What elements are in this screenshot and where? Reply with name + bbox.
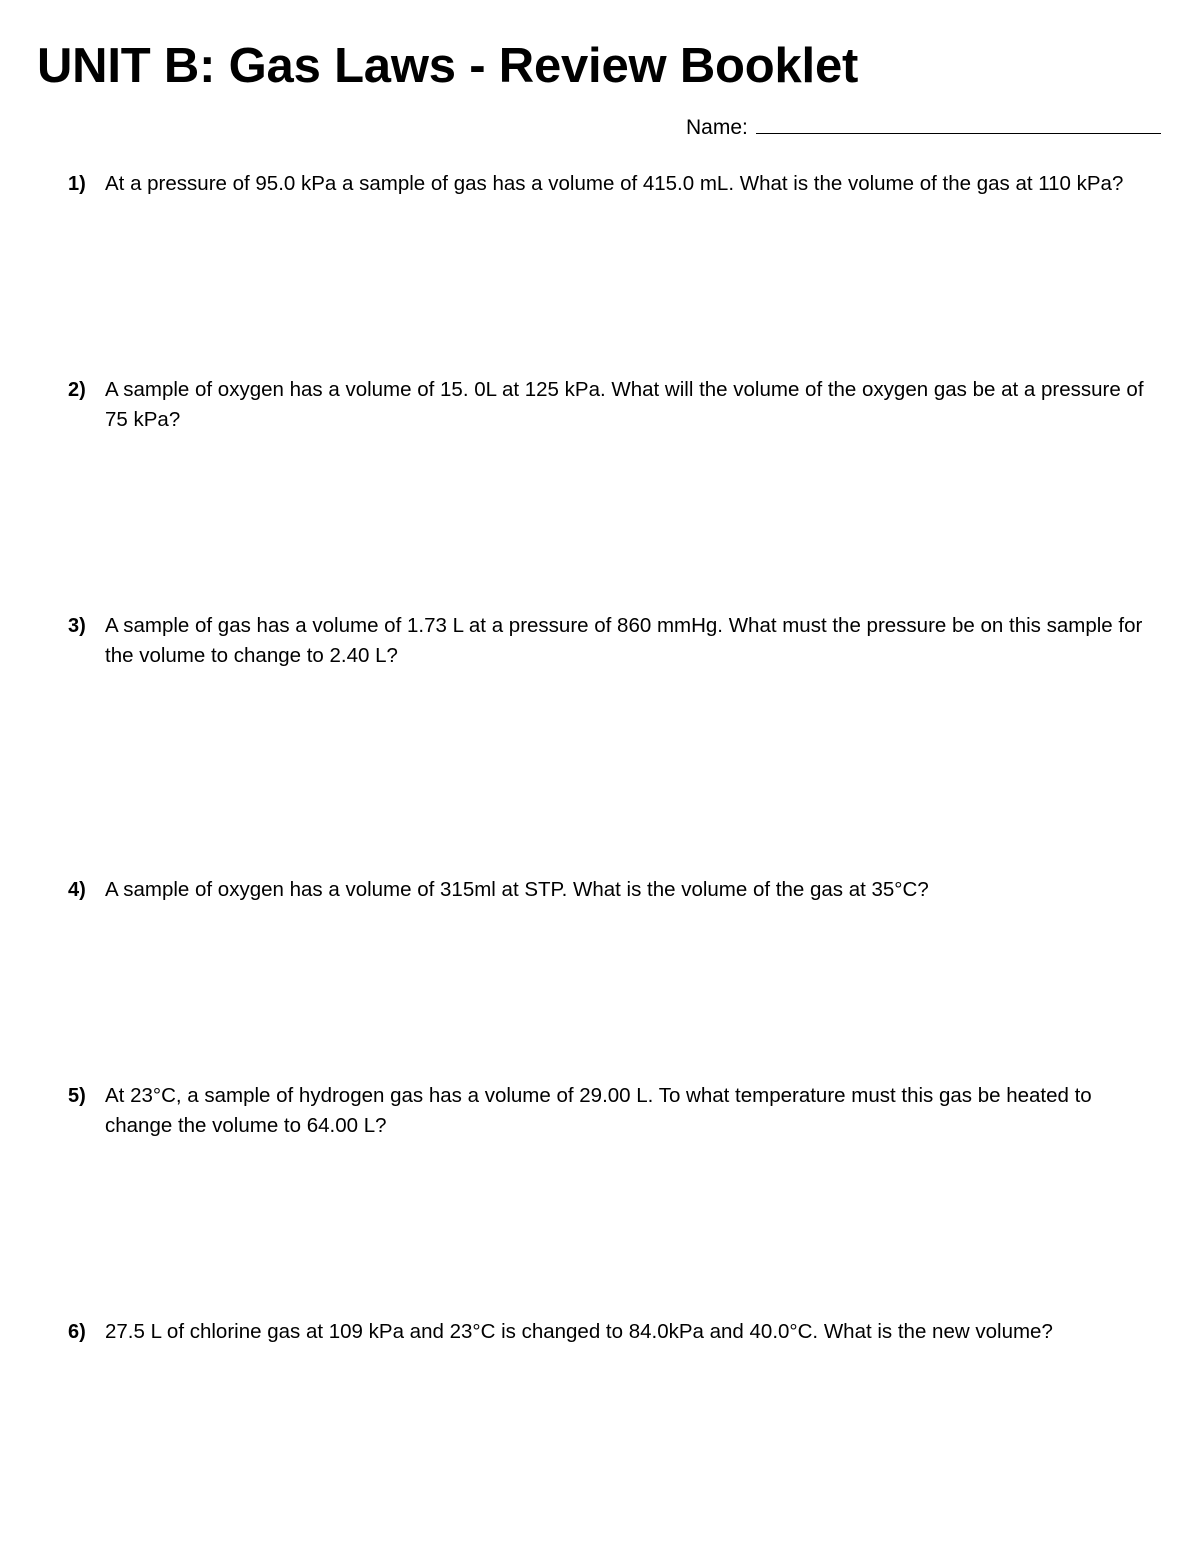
question-number: 1) bbox=[68, 173, 86, 195]
question-text: 27.5 L of chlorine gas at 109 kPa and 23°C is changed to 84.0kPa and 40.0°C. What is the new volume? bbox=[105, 1320, 1053, 1343]
question-text: At a pressure of 95.0 kPa a sample of gas has a volume of 415.0 mL. What is the volume of the gas at 110 kPa? bbox=[105, 172, 1124, 195]
name-field bbox=[686, 114, 1161, 141]
question-number: 2) bbox=[68, 379, 86, 401]
question-number: 6) bbox=[68, 1321, 86, 1343]
page-title: UNIT B: Gas Laws - Review Booklet bbox=[37, 39, 859, 93]
question-text: A sample of oxygen has a volume of 315ml at STP. What is the volume of the gas at 35°C? bbox=[105, 878, 929, 901]
question-text: At 23°C, a sample of hydrogen gas has a volume of 29.00 L. To what temperature must this gas be heated to change the volume to 64.00 L? bbox=[105, 1084, 1092, 1137]
question-number: 3) bbox=[68, 615, 86, 637]
question-text: A sample of gas has a volume of 1.73 L at a pressure of 860 mmHg. What must the pressure be on this sample for the volume to change to 2.40 L? bbox=[105, 614, 1143, 667]
question-number: 4) bbox=[68, 879, 86, 901]
name-blank-line[interactable] bbox=[756, 114, 1161, 134]
question-number: 5) bbox=[68, 1085, 86, 1107]
name-label: Name: bbox=[686, 116, 748, 139]
question-text: A sample of oxygen has a volume of 15. 0L at 125 kPa. What will the volume of the oxygen gas be at a pressure of 75 kPa? bbox=[105, 378, 1144, 431]
